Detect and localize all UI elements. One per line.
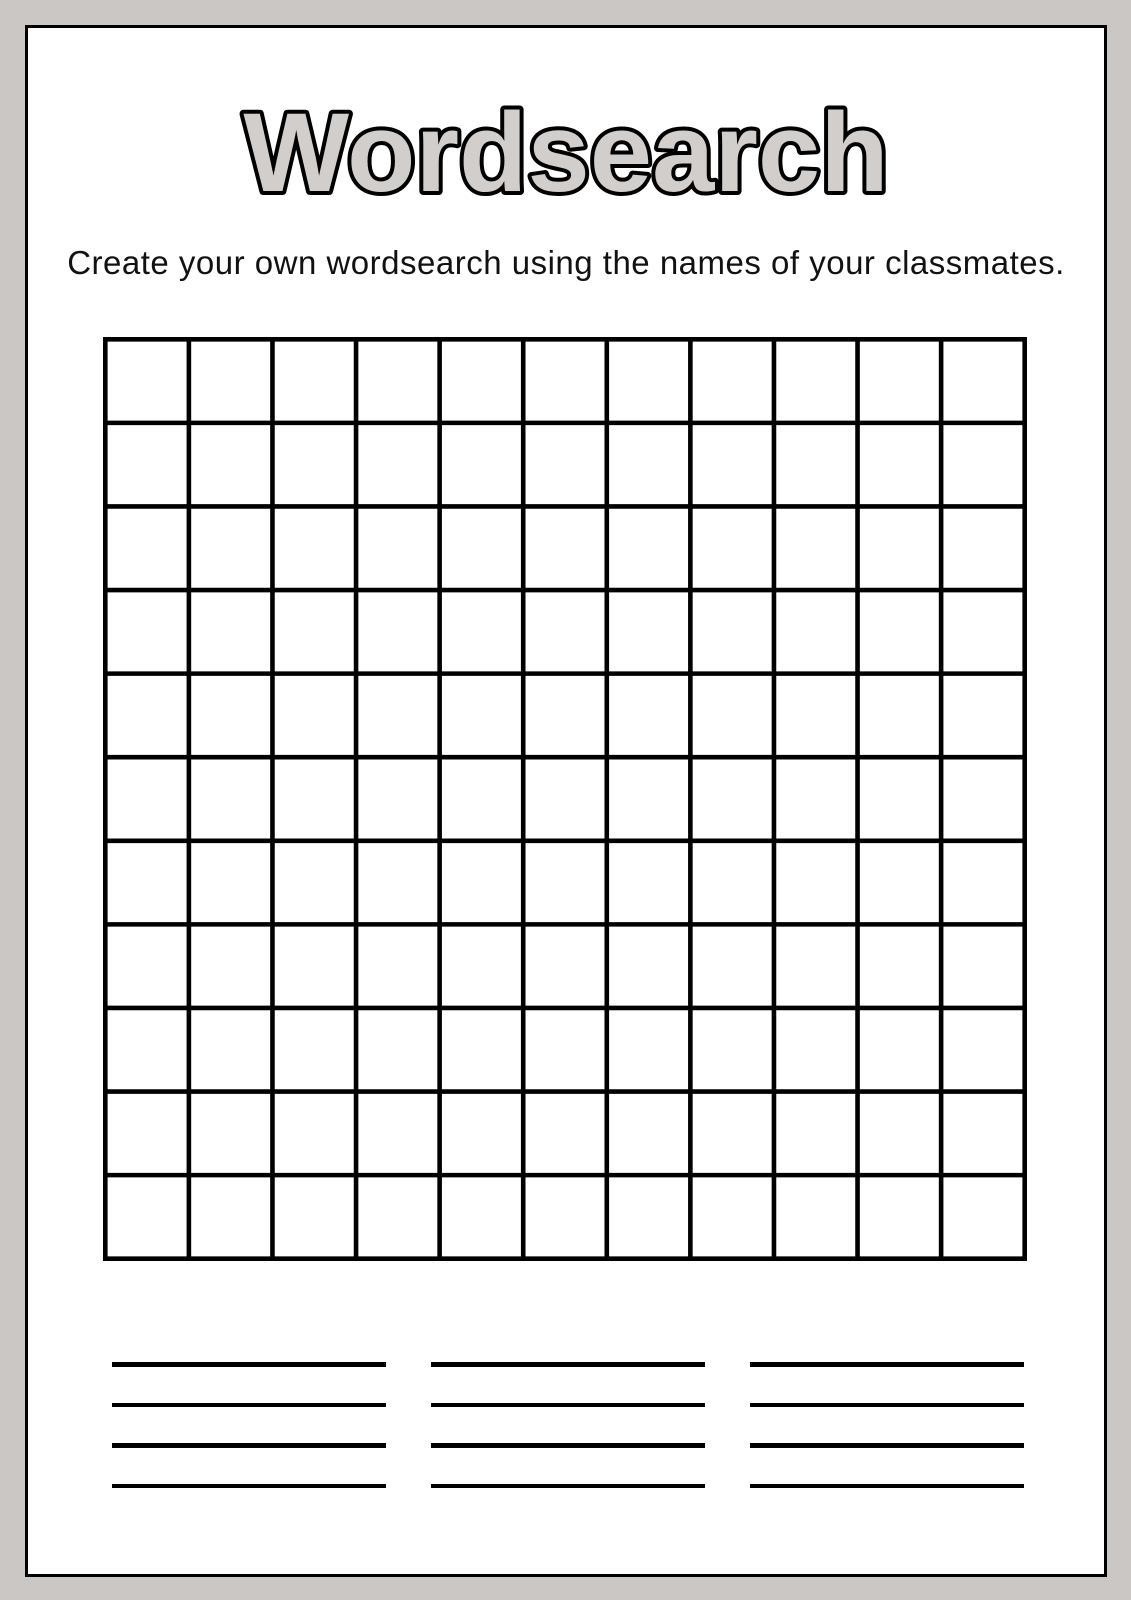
page-title-text: Wordsearch	[243, 90, 889, 215]
word-line	[431, 1403, 705, 1408]
word-line-column	[112, 1362, 386, 1488]
word-line	[112, 1403, 386, 1408]
page-title	[28, 83, 1104, 218]
word-line	[750, 1403, 1024, 1408]
word-list-section	[112, 1362, 1024, 1488]
wordsearch-grid	[103, 337, 1027, 1261]
word-line	[750, 1443, 1024, 1448]
word-line-column	[431, 1362, 705, 1488]
word-line	[112, 1443, 386, 1448]
word-line	[431, 1443, 705, 1448]
worksheet-paper	[25, 25, 1107, 1577]
word-line	[112, 1484, 386, 1489]
word-line	[750, 1362, 1024, 1367]
word-line	[431, 1362, 705, 1367]
word-line	[112, 1362, 386, 1367]
word-line-column	[750, 1362, 1024, 1488]
word-line	[750, 1484, 1024, 1489]
instruction-text: Create your own wordsearch using the names of your classmates.	[67, 244, 1065, 281]
word-line	[431, 1484, 705, 1489]
